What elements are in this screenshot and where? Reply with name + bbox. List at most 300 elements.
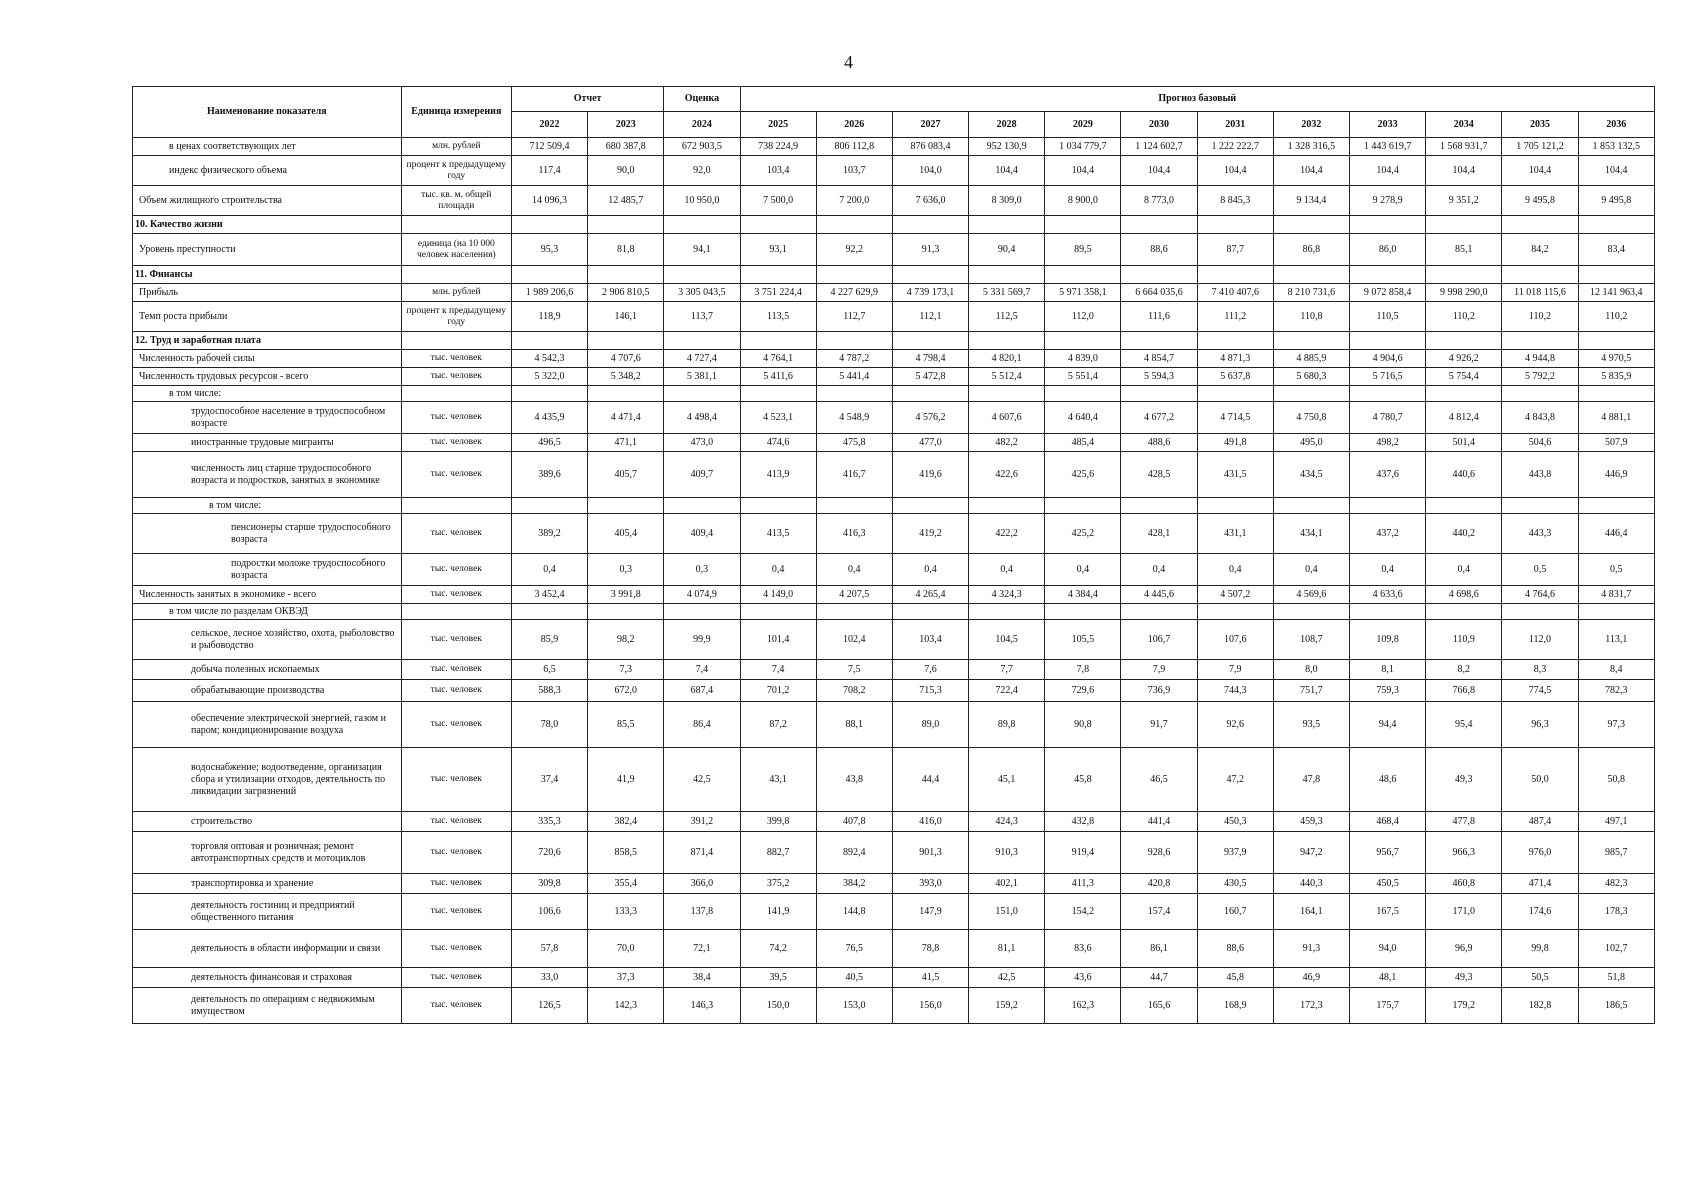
value-cell: 88,6	[1121, 234, 1197, 266]
value-cell	[588, 266, 664, 284]
value-cell: 104,4	[969, 156, 1045, 186]
value-cell: 4 569,6	[1273, 586, 1349, 604]
indicator-name: в том числе по разделам ОКВЭД	[133, 604, 402, 620]
value-cell: 160,7	[1197, 894, 1273, 930]
value-cell: 4 607,6	[969, 402, 1045, 434]
value-cell	[664, 386, 740, 402]
value-cell: 49,3	[1426, 968, 1502, 988]
value-cell: 99,8	[1502, 930, 1578, 968]
value-cell: 0,4	[1197, 554, 1273, 586]
value-cell	[1045, 498, 1121, 514]
value-cell: 3 305 043,5	[664, 284, 740, 302]
value-cell: 94,1	[664, 234, 740, 266]
value-cell: 729,6	[1045, 680, 1121, 702]
value-cell: 113,5	[740, 302, 816, 332]
value-cell	[1197, 266, 1273, 284]
value-cell: 910,3	[969, 832, 1045, 874]
value-cell: 91,3	[1273, 930, 1349, 968]
header-unit: Единица измерения	[401, 87, 511, 138]
unit-cell: тыс. человек	[401, 832, 511, 874]
value-cell: 0,4	[1273, 554, 1349, 586]
value-cell: 501,4	[1426, 434, 1502, 452]
value-cell: 1 989 206,6	[511, 284, 587, 302]
value-cell: 7,5	[816, 660, 892, 680]
unit-cell: тыс. человек	[401, 660, 511, 680]
value-cell: 375,2	[740, 874, 816, 894]
value-cell: 14 096,3	[511, 186, 587, 216]
value-cell: 4 764,6	[1502, 586, 1578, 604]
value-cell: 104,4	[1578, 156, 1654, 186]
value-cell: 355,4	[588, 874, 664, 894]
value-cell: 759,3	[1350, 680, 1426, 702]
value-cell	[1121, 498, 1197, 514]
value-cell: 72,1	[664, 930, 740, 968]
value-cell: 5 331 569,7	[969, 284, 1045, 302]
value-cell: 110,2	[1426, 302, 1502, 332]
value-cell: 108,7	[1273, 620, 1349, 660]
value-cell: 4 843,8	[1502, 402, 1578, 434]
table-row	[133, 434, 1655, 452]
unit-cell: тыс. человек	[401, 988, 511, 1024]
value-cell: 416,0	[892, 812, 968, 832]
header-year: 2033	[1350, 112, 1426, 138]
value-cell	[892, 498, 968, 514]
indicator-name: добыча полезных ископаемых	[133, 660, 402, 680]
value-cell	[1273, 216, 1349, 234]
value-cell: 104,4	[1350, 156, 1426, 186]
value-cell: 384,2	[816, 874, 892, 894]
value-cell: 51,8	[1578, 968, 1654, 988]
header-year: 2030	[1121, 112, 1197, 138]
section-row	[133, 332, 1655, 350]
value-cell: 4 739 173,1	[892, 284, 968, 302]
value-cell: 172,3	[1273, 988, 1349, 1024]
value-cell: 976,0	[1502, 832, 1578, 874]
value-cell: 4 780,7	[1350, 402, 1426, 434]
value-cell	[1578, 604, 1654, 620]
value-cell: 419,6	[892, 452, 968, 498]
value-cell: 5 792,2	[1502, 368, 1578, 386]
value-cell: 5 472,8	[892, 368, 968, 386]
value-cell: 42,5	[969, 968, 1045, 988]
value-cell: 443,8	[1502, 452, 1578, 498]
value-cell: 1 568 931,7	[1426, 138, 1502, 156]
value-cell	[1578, 216, 1654, 234]
value-cell: 92,2	[816, 234, 892, 266]
value-cell: 46,9	[1273, 968, 1349, 988]
value-cell: 9 495,8	[1578, 186, 1654, 216]
indicator-name: транспортировка и хранение	[133, 874, 402, 894]
value-cell: 0,4	[740, 554, 816, 586]
value-cell	[1578, 332, 1654, 350]
unit-cell: тыс. человек	[401, 680, 511, 702]
value-cell: 680 387,8	[588, 138, 664, 156]
value-cell	[892, 332, 968, 350]
value-cell: 5 512,4	[969, 368, 1045, 386]
value-cell: 0,3	[664, 554, 740, 586]
table-row	[133, 702, 1655, 748]
value-cell: 440,6	[1426, 452, 1502, 498]
value-cell	[588, 216, 664, 234]
value-cell: 7,7	[969, 660, 1045, 680]
value-cell: 92,0	[664, 156, 740, 186]
value-cell: 112,1	[892, 302, 968, 332]
value-cell: 4 831,7	[1578, 586, 1654, 604]
value-cell: 90,8	[1045, 702, 1121, 748]
indicator-name: водоснабжение; водоотведение, организация сбора и утилизации отходов, деятельность по ликвидации загрязнений	[133, 748, 402, 812]
value-cell: 712 509,4	[511, 138, 587, 156]
value-cell	[1350, 332, 1426, 350]
header-year: 2029	[1045, 112, 1121, 138]
table-row	[133, 234, 1655, 266]
value-cell: 4 576,2	[892, 402, 968, 434]
value-cell: 37,4	[511, 748, 587, 812]
value-cell: 107,6	[1197, 620, 1273, 660]
value-cell: 335,3	[511, 812, 587, 832]
indicator-name: деятельность по операциям с недвижимым имуществом	[133, 988, 402, 1024]
value-cell: 91,7	[1121, 702, 1197, 748]
value-cell: 4 149,0	[740, 586, 816, 604]
value-cell: 159,2	[969, 988, 1045, 1024]
value-cell: 1 705 121,2	[1502, 138, 1578, 156]
unit-cell: тыс. человек	[401, 748, 511, 812]
value-cell: 111,6	[1121, 302, 1197, 332]
value-cell: 0,4	[1045, 554, 1121, 586]
value-cell: 146,1	[588, 302, 664, 332]
indicator-name: иностранные трудовые мигранты	[133, 434, 402, 452]
value-cell: 11 018 115,6	[1502, 284, 1578, 302]
value-cell: 0,4	[1121, 554, 1197, 586]
header-year: 2034	[1426, 112, 1502, 138]
value-cell: 102,7	[1578, 930, 1654, 968]
value-cell: 422,2	[969, 514, 1045, 554]
value-cell	[511, 266, 587, 284]
value-cell: 85,9	[511, 620, 587, 660]
value-cell: 687,4	[664, 680, 740, 702]
value-cell: 468,4	[1350, 812, 1426, 832]
value-cell: 497,1	[1578, 812, 1654, 832]
unit-cell: тыс. человек	[401, 554, 511, 586]
value-cell: 83,4	[1578, 234, 1654, 266]
value-cell	[511, 386, 587, 402]
value-cell	[892, 266, 968, 284]
value-cell: 766,8	[1426, 680, 1502, 702]
value-cell: 0,5	[1578, 554, 1654, 586]
value-cell: 37,3	[588, 968, 664, 988]
value-cell: 701,2	[740, 680, 816, 702]
indicator-name: деятельность финансовая и страховая	[133, 968, 402, 988]
value-cell: 96,3	[1502, 702, 1578, 748]
header-year: 2036	[1578, 112, 1654, 138]
value-cell: 89,5	[1045, 234, 1121, 266]
value-cell: 179,2	[1426, 988, 1502, 1024]
value-cell: 38,4	[664, 968, 740, 988]
header-year: 2035	[1502, 112, 1578, 138]
value-cell: 430,5	[1197, 874, 1273, 894]
value-cell: 672 903,5	[664, 138, 740, 156]
value-cell: 4 881,1	[1578, 402, 1654, 434]
value-cell: 45,8	[1197, 968, 1273, 988]
indicator-name: Численность занятых в экономике - всего	[133, 586, 402, 604]
table-row	[133, 514, 1655, 554]
value-cell: 81,8	[588, 234, 664, 266]
unit-cell	[401, 332, 511, 350]
value-cell	[740, 604, 816, 620]
value-cell	[1045, 604, 1121, 620]
value-cell: 459,3	[1273, 812, 1349, 832]
value-cell: 782,3	[1578, 680, 1654, 702]
value-cell: 4 727,4	[664, 350, 740, 368]
value-cell: 5 680,3	[1273, 368, 1349, 386]
value-cell	[816, 266, 892, 284]
value-cell: 4 820,1	[969, 350, 1045, 368]
value-cell	[664, 216, 740, 234]
value-cell: 118,9	[511, 302, 587, 332]
value-cell: 0,4	[1426, 554, 1502, 586]
value-cell: 471,1	[588, 434, 664, 452]
value-cell: 413,9	[740, 452, 816, 498]
value-cell: 0,4	[511, 554, 587, 586]
value-cell: 78,8	[892, 930, 968, 968]
value-cell: 425,2	[1045, 514, 1121, 554]
value-cell: 491,8	[1197, 434, 1273, 452]
value-cell: 157,4	[1121, 894, 1197, 930]
unit-cell: процент к предыдущему году	[401, 302, 511, 332]
table-row	[133, 930, 1655, 968]
indicator-name: обрабатывающие производства	[133, 680, 402, 702]
table-row	[133, 186, 1655, 216]
value-cell: 88,6	[1197, 930, 1273, 968]
value-cell	[1197, 498, 1273, 514]
value-cell	[1350, 498, 1426, 514]
value-cell: 4 227 629,9	[816, 284, 892, 302]
table-row	[133, 832, 1655, 874]
value-cell: 103,4	[740, 156, 816, 186]
unit-cell: тыс. человек	[401, 702, 511, 748]
value-cell: 4 498,4	[664, 402, 740, 434]
value-cell	[1197, 216, 1273, 234]
value-cell: 413,5	[740, 514, 816, 554]
value-cell	[816, 386, 892, 402]
value-cell: 437,6	[1350, 452, 1426, 498]
value-cell: 83,6	[1045, 930, 1121, 968]
indicator-name: Темп роста прибыли	[133, 302, 402, 332]
value-cell: 858,5	[588, 832, 664, 874]
subheading-row	[133, 498, 1655, 514]
indicator-name: подростки моложе трудоспособного возраста	[133, 554, 402, 586]
value-cell: 1 034 779,7	[1045, 138, 1121, 156]
unit-cell: тыс. человек	[401, 812, 511, 832]
value-cell: 43,8	[816, 748, 892, 812]
value-cell: 3 452,4	[511, 586, 587, 604]
value-cell	[816, 498, 892, 514]
value-cell: 43,1	[740, 748, 816, 812]
value-cell: 5 971 358,1	[1045, 284, 1121, 302]
indicator-name: деятельность гостиниц и предприятий общественного питания	[133, 894, 402, 930]
value-cell: 366,0	[664, 874, 740, 894]
table-row	[133, 988, 1655, 1024]
value-cell: 4 384,4	[1045, 586, 1121, 604]
value-cell: 9 134,4	[1273, 186, 1349, 216]
value-cell: 48,1	[1350, 968, 1426, 988]
value-cell: 110,9	[1426, 620, 1502, 660]
value-cell: 112,5	[969, 302, 1045, 332]
indicator-name: Численность рабочей силы	[133, 350, 402, 368]
section-title: 11. Финансы	[133, 266, 402, 284]
value-cell	[1426, 332, 1502, 350]
table-row	[133, 350, 1655, 368]
value-cell: 1 853 132,5	[1578, 138, 1654, 156]
value-cell: 4 471,4	[588, 402, 664, 434]
value-cell: 4 798,4	[892, 350, 968, 368]
value-cell: 103,4	[892, 620, 968, 660]
header-year: 2026	[816, 112, 892, 138]
value-cell	[1426, 266, 1502, 284]
table-row	[133, 586, 1655, 604]
value-cell	[664, 266, 740, 284]
value-cell: 952 130,9	[969, 138, 1045, 156]
table-row	[133, 660, 1655, 680]
value-cell: 722,4	[969, 680, 1045, 702]
value-cell	[816, 604, 892, 620]
header-group-forecast: Прогноз базовый	[740, 87, 1655, 112]
value-cell: 475,8	[816, 434, 892, 452]
value-cell	[740, 498, 816, 514]
value-cell: 154,2	[1045, 894, 1121, 930]
value-cell: 471,4	[1502, 874, 1578, 894]
indicator-name: Численность трудовых ресурсов - всего	[133, 368, 402, 386]
value-cell: 382,4	[588, 812, 664, 832]
subheading-row	[133, 386, 1655, 402]
value-cell: 7,8	[1045, 660, 1121, 680]
indicator-name: пенсионеры старше трудоспособного возраста	[133, 514, 402, 554]
value-cell: 9 351,2	[1426, 186, 1502, 216]
table-row	[133, 968, 1655, 988]
value-cell: 425,6	[1045, 452, 1121, 498]
value-cell: 8,4	[1578, 660, 1654, 680]
value-cell: 498,2	[1350, 434, 1426, 452]
value-cell: 4 944,8	[1502, 350, 1578, 368]
value-cell: 3 751 224,4	[740, 284, 816, 302]
value-cell: 89,0	[892, 702, 968, 748]
value-cell	[1121, 332, 1197, 350]
value-cell	[1273, 498, 1349, 514]
value-cell: 806 112,8	[816, 138, 892, 156]
value-cell: 7 410 407,6	[1197, 284, 1273, 302]
value-cell: 477,8	[1426, 812, 1502, 832]
indicator-name: численность лиц старше трудоспособного возраста и подростков, занятых в экономике	[133, 452, 402, 498]
value-cell: 141,9	[740, 894, 816, 930]
value-cell: 49,3	[1426, 748, 1502, 812]
value-cell: 5 835,9	[1578, 368, 1654, 386]
value-cell	[1197, 332, 1273, 350]
value-cell: 5 348,2	[588, 368, 664, 386]
unit-cell	[401, 604, 511, 620]
forecast-table	[132, 86, 1655, 1024]
unit-cell: единица (на 10 000 человек населения)	[401, 234, 511, 266]
value-cell	[740, 332, 816, 350]
indicator-name: обеспечение электрической энергией, газом и паром; кондиционирование воздуха	[133, 702, 402, 748]
unit-cell: тыс. человек	[401, 452, 511, 498]
value-cell: 90,4	[969, 234, 1045, 266]
value-cell: 389,2	[511, 514, 587, 554]
value-cell: 5 441,4	[816, 368, 892, 386]
unit-cell: тыс. человек	[401, 930, 511, 968]
value-cell: 4 885,9	[1273, 350, 1349, 368]
value-cell: 4 764,1	[740, 350, 816, 368]
value-cell: 4 854,7	[1121, 350, 1197, 368]
value-cell: 142,3	[588, 988, 664, 1024]
value-cell: 48,6	[1350, 748, 1426, 812]
value-cell: 495,0	[1273, 434, 1349, 452]
value-cell: 4 523,1	[740, 402, 816, 434]
value-cell: 95,4	[1426, 702, 1502, 748]
value-cell	[1502, 498, 1578, 514]
value-cell	[1426, 604, 1502, 620]
header-year: 2031	[1197, 112, 1273, 138]
value-cell: 93,1	[740, 234, 816, 266]
value-cell: 9 495,8	[1502, 186, 1578, 216]
value-cell: 104,4	[1426, 156, 1502, 186]
value-cell: 104,4	[1121, 156, 1197, 186]
value-cell: 106,6	[511, 894, 587, 930]
value-cell: 892,4	[816, 832, 892, 874]
value-cell: 8 773,0	[1121, 186, 1197, 216]
indicator-name: Объем жилищного строительства	[133, 186, 402, 216]
unit-cell: процент к предыдущему году	[401, 156, 511, 186]
value-cell	[511, 216, 587, 234]
value-cell: 104,4	[1502, 156, 1578, 186]
value-cell: 482,2	[969, 434, 1045, 452]
value-cell	[1045, 216, 1121, 234]
value-cell: 947,2	[1273, 832, 1349, 874]
value-cell: 428,1	[1121, 514, 1197, 554]
value-cell: 164,1	[1273, 894, 1349, 930]
value-cell: 4 207,5	[816, 586, 892, 604]
value-cell: 409,4	[664, 514, 740, 554]
value-cell: 43,6	[1045, 968, 1121, 988]
value-cell: 4 714,5	[1197, 402, 1273, 434]
value-cell: 774,5	[1502, 680, 1578, 702]
value-cell: 7 500,0	[740, 186, 816, 216]
value-cell: 309,8	[511, 874, 587, 894]
value-cell: 450,5	[1350, 874, 1426, 894]
value-cell: 81,1	[969, 930, 1045, 968]
value-cell: 168,9	[1197, 988, 1273, 1024]
value-cell: 137,8	[664, 894, 740, 930]
value-cell: 1 222 222,7	[1197, 138, 1273, 156]
value-cell: 402,1	[969, 874, 1045, 894]
value-cell: 98,2	[588, 620, 664, 660]
unit-cell: млн. рублей	[401, 284, 511, 302]
value-cell: 57,8	[511, 930, 587, 968]
value-cell: 45,1	[969, 748, 1045, 812]
value-cell	[1426, 386, 1502, 402]
value-cell: 41,9	[588, 748, 664, 812]
value-cell: 422,6	[969, 452, 1045, 498]
value-cell: 4 542,3	[511, 350, 587, 368]
value-cell: 144,8	[816, 894, 892, 930]
indicator-name: торговля оптовая и розничная; ремонт автотранспортных средств и мотоциклов	[133, 832, 402, 874]
value-cell	[1502, 604, 1578, 620]
value-cell: 109,8	[1350, 620, 1426, 660]
value-cell: 150,0	[740, 988, 816, 1024]
value-cell: 175,7	[1350, 988, 1426, 1024]
value-cell: 672,0	[588, 680, 664, 702]
value-cell: 4 871,3	[1197, 350, 1273, 368]
value-cell: 45,8	[1045, 748, 1121, 812]
value-cell	[969, 216, 1045, 234]
